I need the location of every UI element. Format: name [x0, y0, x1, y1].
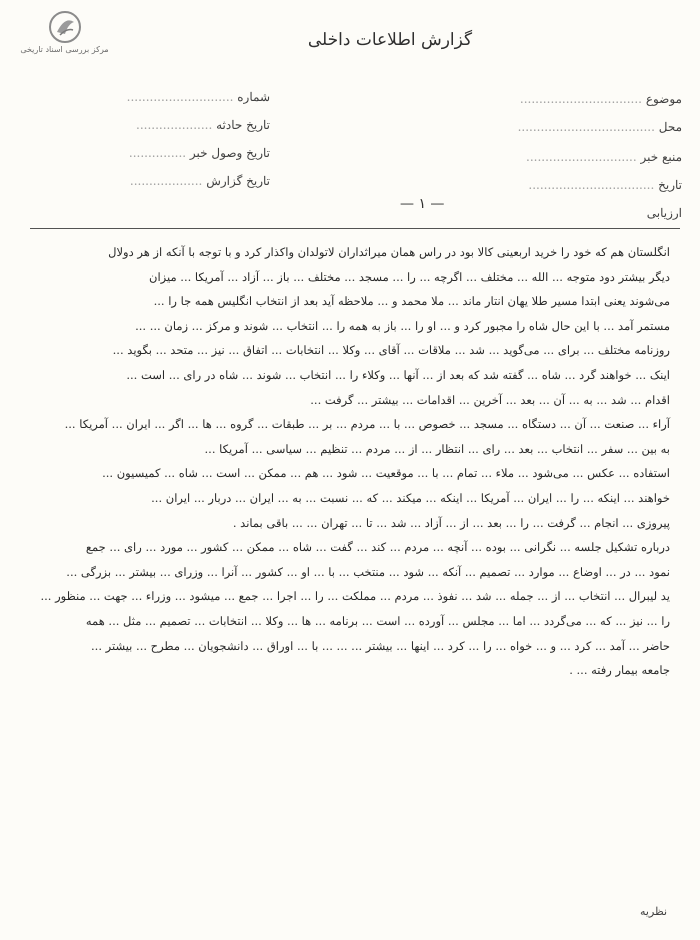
page-number: — ۱ —	[400, 196, 445, 212]
header-divider	[30, 228, 680, 229]
field-receipt-date: تاریخ وصول خبر ...............	[128, 146, 270, 160]
body-line: اینک ... خواهند گرد ... شاه ... گفته شد که بعد از ... آنها ... وکلاء را ... انتخاب ... شوند ... شاه در رای ... است ...	[126, 367, 670, 382]
body-line: آراء ... صنعت ... آن ... دستگاه ... مسجد ... خصوص ... با ... مردم ... بر ... طبقات ... گروه ... ها ... اگر ... ایران ... آمریکا ...	[64, 417, 670, 432]
body-line: مستمر آمد ... با این حال شاه را مجبور کرد و ... او را ... باز به همه را ... انتخاب ... شوند و مرکز ... زمان ... ...	[135, 318, 670, 333]
body-line: پیروزی ... انجام ... گرفت ... را ... بعد ... از ... آزاد ... شد ... تا ... تهران ... ... باقی بماند .	[232, 515, 670, 530]
field-location: محل ....................................	[517, 120, 682, 134]
field-source-label: منبع خبر	[640, 150, 682, 164]
footer-note: نظریه	[640, 905, 668, 918]
body-line: را ... نیز ... که ... می‌گردد ... اما ... مجلس ... آورده ... است ... برنامه ... ها ... وکلا ... انتخابات ... تصمیم ... مثل ... همه	[85, 613, 670, 628]
body-line: ید لیبرال ... انتخاب ... از ... جمله ... شد ... نفوذ ... مردم ... مملکت ... را ... اجرا ... جمع ... میشود ... وزراء ... جهت ... منظور ...	[40, 589, 670, 604]
field-report-date-label: تاریخ گزارش	[206, 174, 270, 188]
archive-logo	[12, 10, 117, 60]
document-title: گزارش اطلاعات داخلی	[307, 30, 473, 50]
field-assessment-label: ارزیابی	[646, 206, 682, 220]
field-date: تاریخ .................................	[528, 178, 682, 192]
body-line: می‌شوند یعنی ابتدا مسیر طلا یهان انتار ماند ... ملا محمد و ... ملاحظه آید بعد از انتخاب انگلیس همه جا را ...	[153, 294, 670, 309]
field-number-label: شماره	[237, 90, 270, 104]
field-receipt-date-label: تاریخ وصول خبر	[189, 146, 270, 160]
body-line: جامعه بیمار رفته ... .	[569, 663, 670, 678]
archive-center-emblem-icon	[48, 10, 82, 44]
body-line: خواهند ... اینکه ... را ... ایران ... آمریکا ... اینکه ... میکند ... که ... نسبت ... به ... ایران ... دربار ... ایران ...	[151, 490, 670, 505]
body-line: نمود ... در ... اوضاع ... موارد ... تصمیم ... آنکه ... شود ... منتخب ... با ... او ... کشور ... آنرا ... وزرای ... بیشتر ... بزرگی ...	[66, 564, 670, 579]
field-subject: موضوع ................................	[519, 92, 682, 106]
field-subject-label: موضوع	[645, 92, 682, 106]
body-line: به بین ... سفر ... انتخاب ... بعد ... رای ... انتظار ... از ... مردم ... تنظیم ... سیاسی ... آمریکا ...	[204, 441, 670, 456]
body-line: درباره تشکیل جلسه ... نگرانی ... بوده ... آنچه ... مردم ... کند ... گفت ... شاه ... ممکن ... کشور ... مورد ... رای ... جمع	[85, 540, 670, 555]
report-body	[40, 240, 670, 683]
archive-logo-text: مرکز بررسی اسناد تاریخی	[20, 45, 109, 54]
field-date-label: تاریخ	[658, 178, 682, 192]
field-number: شماره ............................	[126, 90, 270, 104]
body-line: انگلستان هم که خود را خرید اربعینی کالا بود در راس همان میراثداران لاتولدان واکذار کرد و با توجه با آنکه از هر دولال	[108, 245, 670, 259]
field-incident-date: تاریخ حادثه ....................	[136, 118, 270, 132]
field-report-date: تاریخ گزارش ...................	[129, 174, 270, 188]
body-line: روزنامه مختلف ... برای ... می‌گوید ... شد ... ملاقات ... آقای ... وکلا ... انتخابات ... اتفاق ... نیز ... متحد ... بگوید ...	[112, 343, 670, 358]
field-location-label: محل	[658, 120, 682, 134]
field-incident-date-label: تاریخ حادثه	[216, 118, 270, 132]
body-line: حاضر ... آمد ... کرد ... و ... خواه ... را ... کرد ... اینها ... بیشتر ... ... ... با ... اوراق ... دانشجویان ... مطرح ... بیشتر ...	[91, 638, 670, 653]
field-assessment	[647, 206, 682, 220]
field-source: منبع خبر .............................	[526, 150, 682, 164]
body-line: اقدام ... شد ... به ... آن ... بعد ... آخرین ... اقدامات ... بیشتر ... گرفت ...	[310, 392, 670, 407]
body-line: دیگر بیشتر دود متوجه ... الله ... مختلف ... اگرچه ... را ... مسجد ... مختلف ... باز ... آزاد ... آمریکا ... میزان	[149, 269, 670, 284]
body-line: استفاده ... عکس ... می‌شود ... ملاء ... تمام ... با ... موقعیت ... شود ... هم ... ممکن ... است ... شاه ... کمیسیون ...	[102, 466, 670, 481]
